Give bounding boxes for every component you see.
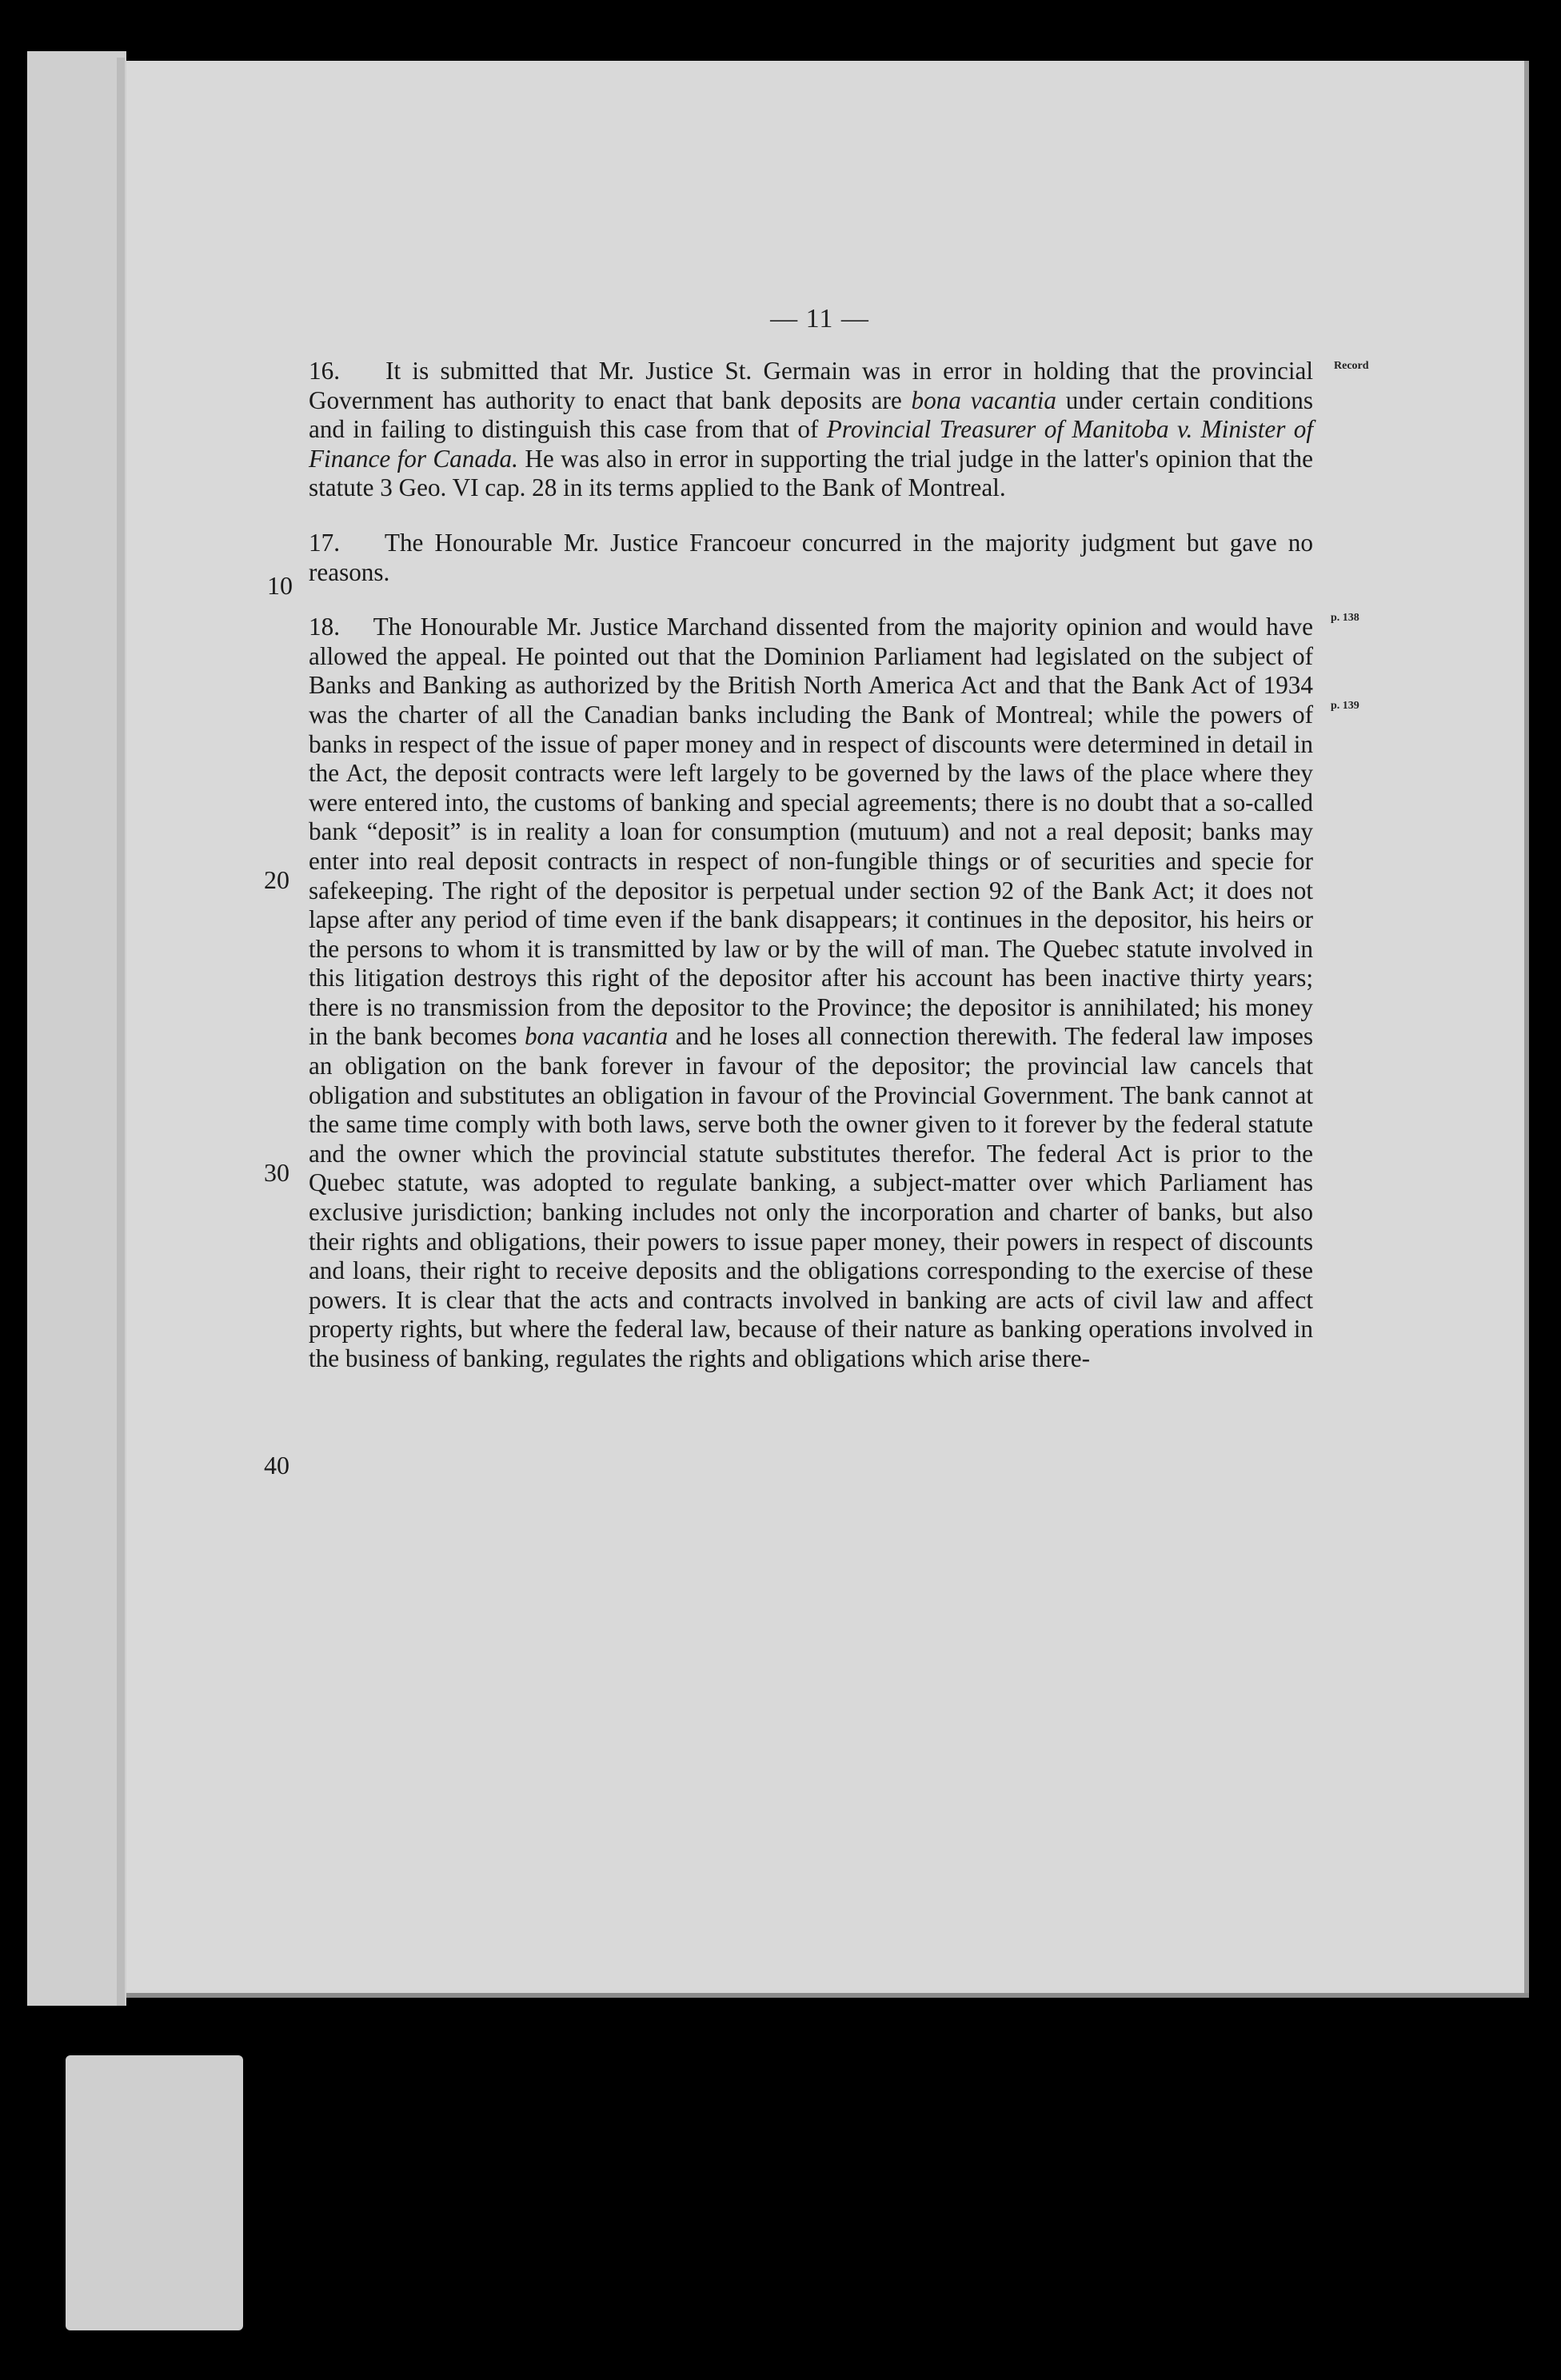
page-bottom-edge — [126, 1993, 1529, 1998]
paragraph-text: under certain conditions and in failing to distinguish this case from that of — [309, 385, 1314, 444]
paragraph-number: 16. — [309, 357, 340, 385]
paragraph-16 — [309, 357, 1313, 503]
margin-note-p138: p. 138 — [1331, 612, 1359, 624]
paragraph-text: The Honourable Mr. Justice Marchand dissented from the majority opinion and would have allowed the appeal. He pointed out that the Dominion Parliament had legislated on the subject of Banks and Banking as authorized by the British North America Act and that the Bank Act of 1934 was the charter of all the Canadian banks including the Bank of Montreal; while the powers of banks in respect of the issue of paper money and in respect of discounts were determined in detail in the Act, the deposit contracts were left largely to be governed by the laws of the place where they were entered into, the customs of banking and special agreements; there is no doubt that a so-called bank “deposit” is in reality a loan for consumption (mutuum) and not a real deposit; banks may enter into real deposit contracts in respect of non-fungible things or of securities and specie for safekeeping. The right of the depositor is perpetual under section 92 of the Bank Act; it does not lapse after any period of time even if the bank disappears; it continues in the depositor, his heirs or the persons to whom it is transmitted by law or by the will of man. The Quebec statute involved in this litigation destroys this right of the depositor after his account has been inactive thirty years; there is no transmission from the depositor to the Province; the depositor is annihilated; his money in the bank becomes — [309, 613, 1313, 1051]
left-page-strip — [27, 51, 126, 2006]
paragraph-text: The Honourable Mr. Justice Francoeur concurred in the majority judgment but gave no reasons. — [309, 528, 1313, 586]
line-number-40: 40 — [264, 1451, 289, 1480]
italic-phrase: bona vacantia — [524, 1022, 669, 1051]
line-number-30: 30 — [264, 1158, 289, 1187]
record-margin-label: Record — [1334, 360, 1369, 372]
line-number-20: 20 — [264, 865, 289, 894]
paragraph-text: It is submitted that Mr. Justice St. Germain was in error in holding that the provincial Government has authority to enact that bank deposits are — [309, 357, 1314, 414]
case-citation: Provincial Treasurer of Manitoba v. Minister of Finance for Canada. — [309, 415, 1313, 473]
line-number-10: 10 — [267, 571, 293, 600]
margin-note-p139: p. 139 — [1331, 700, 1359, 712]
paragraph-18 — [309, 613, 1313, 1373]
paragraph-number: 18. — [309, 613, 340, 641]
paragraph-17 — [309, 529, 1313, 587]
page-number: — 11 — — [770, 304, 869, 333]
italic-phrase: bona vacantia — [911, 385, 1056, 414]
paragraph-text: and he loses all connection therewith. The federal law imposes an obligation on the bank forever in favour of the depositor; the provincial law cancels that obligation and substitutes an obligation in favour of the Provincial Government. The bank cannot at the same time comply with both laws, serve both the owner given to it forever by the federal statute and the owner which the provincial statute substitutes therefor. The federal Act is prior to the Quebec statute, was adopted to regulate banking, a subject-matter over which Parliament has exclusive jurisdiction; banking includes not only the incorporation and charter of banks, but also their rights and obligations, their powers to issue paper money, their powers in respect of discounts and loans, their right to receive deposits and the obligations corresponding to the exercise of these powers. It is clear that the acts and contracts involved in banking are acts of civil law and affect property rights, but where the federal law, because of their nature as banking operations involved in the business of banking, regulates the rights and obligations which arise there- — [309, 1022, 1313, 1372]
paragraph-number: 17. — [309, 528, 340, 557]
page-binding-edge — [117, 58, 125, 2006]
film-tab — [66, 2055, 243, 2330]
paragraph-text: He was also in error in supporting the trial judge in the latter's opinion that the statute 3 Geo. VI cap. 28 in its terms applied to the Bank of Montreal. — [309, 444, 1313, 502]
body-text — [309, 357, 1313, 1374]
